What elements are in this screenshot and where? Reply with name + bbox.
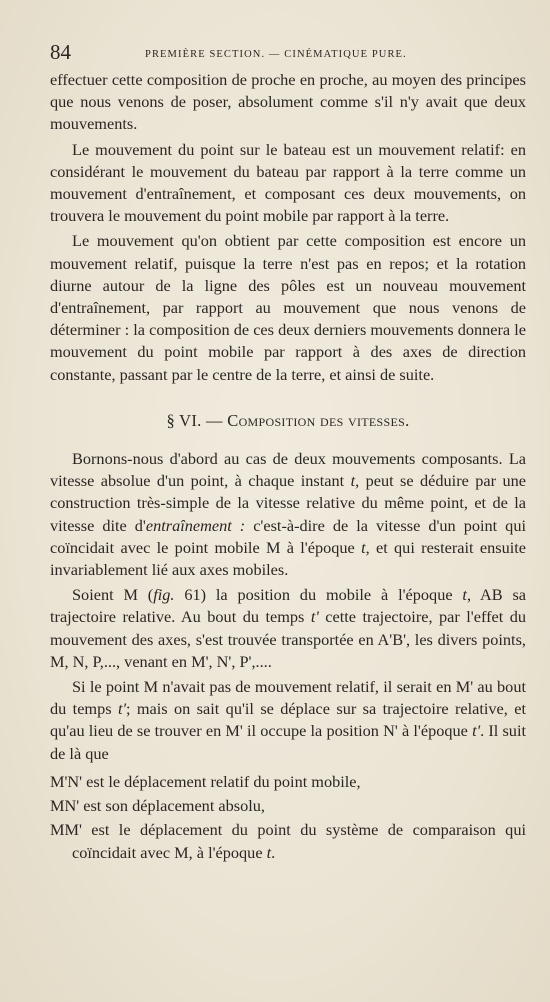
definition-absolute: MN' est son déplacement absolu, <box>50 796 265 816</box>
paragraph-boat-motion: Le mouvement du point sur le bateau est un mouvement relatif: en considérant le mouvement du bateau par rapport à la terre comme un mouvement d'entraînement, et composant ces deux mouvements, on trouvera le mouvement du point mobile par rapport à la terre. <box>50 139 526 226</box>
definition-relative: M'N' est le déplacement relatif du point mobile, <box>50 771 361 791</box>
section-title: Composition des vitesses. <box>227 410 410 430</box>
displacement-definitions <box>50 771 526 864</box>
page-number: 84 <box>50 40 71 64</box>
paragraph-continuation: effectuer cette composition de proche en proche, au moyen des principes que nous venons de poser, absolument comme s'il n'y avait que deux mouvements. <box>50 70 526 134</box>
paragraph-earth-rotation: Le mouvement qu'on obtient par cette composition est encore un mouvement relatif, puisque la terre n'est pas en repos; et la rotation diurne autour de la ligne des pôles est un nouveau mouvement d'entraînement, par rapport au mouvement que nous venons de déterminer : la composition de ces deux derniers mouvements donnera le mouvement du point mobile par rapport à des axes de direction constante, passant par le centre de la terre, et ainsi de suite. <box>50 231 526 384</box>
running-head: PREMIÈRE SECTION. — CINÉMATIQUE PURE. <box>145 49 407 60</box>
page-header <box>50 40 525 68</box>
section-number: § VI. — <box>166 410 223 430</box>
paragraph-trajectory: Soient M (fig. 61) la position du mobile à l'époque t, AB sa trajectoire relative. Au bout du temps t' cette trajectoire, par l'effet du mouvement des axes, s'est trouvée transportée en A'B', les divers points, M, N, P,..., venant en M', N', P',.... <box>50 585 527 671</box>
definition-entrainment: MM' est le déplacement du point du système de comparaison qui coïncidait avec M, à l'époque t. <box>50 820 526 862</box>
paragraph-relative-motion: Si le point M n'avait pas de mouvement relatif, il serait en M' au bout du temps t'; mais on sait qu'il se déplace sur sa trajectoire relative, et qu'au lieu de se trouver en M' il occupe la position N' à l'époque t'. Il suit de là que <box>50 677 526 763</box>
body-text <box>50 69 526 866</box>
section-heading <box>50 410 526 432</box>
paragraph-velocity-intro: Bornons-nous d'abord au cas de deux mouvements composants. La vitesse absolue d'un point, à chaque instant t, peut se déduire par une construction très-simple de la vitesse relative du même point, et de la vitesse dite d'entraînement : c'est-à-dire de la vitesse d'un point qui coïncidait avec le point mobile M à l'époque t, et qui resterait ensuite invariablement lié aux axes mobiles. <box>50 449 526 580</box>
